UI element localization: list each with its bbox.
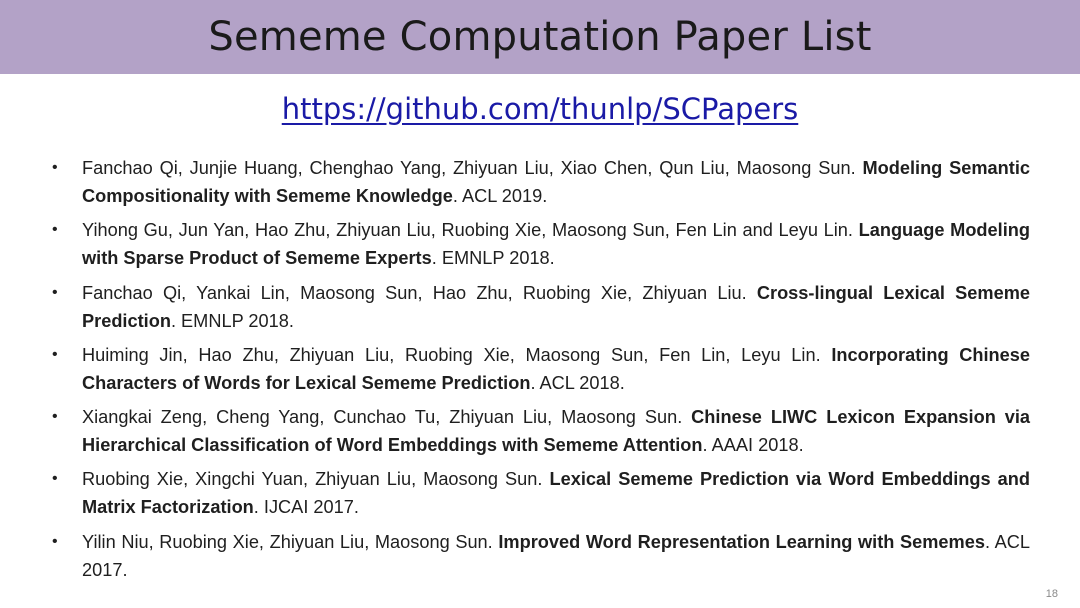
- paper-authors: Fanchao Qi, Junjie Huang, Chenghao Yang, Zhiyuan Liu, Xiao Chen, Qun Liu, Maosong Sun.: [82, 158, 863, 178]
- title-bar: [0, 0, 1080, 74]
- paper-item: [48, 465, 1030, 521]
- paper-item: [48, 403, 1030, 459]
- paper-title: Language Modeling with Sparse Product of Sememe Experts: [82, 220, 1030, 269]
- bullet-icon: •: [52, 283, 58, 301]
- paper-venue: . ACL 2018.: [530, 372, 625, 393]
- paper-authors: Ruobing Xie, Xingchi Yuan, Zhiyuan Liu, Maosong Sun.: [82, 469, 550, 490]
- paper-venue: . ACL 2017.: [82, 531, 1031, 580]
- paper-authors: Xiangkai Zeng, Cheng Yang, Cunchao Tu, Zhiyuan Liu, Maosong Sun.: [82, 407, 692, 428]
- paper-authors: Yihong Gu, Jun Yan, Hao Zhu, Zhiyuan Liu, Ruobing Xie, Maosong Sun, Fen Lin and Leyu Lin.: [82, 220, 859, 241]
- paper-authors: Fanchao Qi, Yankai Lin, Maosong Sun, Hao Zhu, Ruobing Xie, Zhiyuan Liu.: [82, 282, 757, 303]
- bullet-icon: •: [52, 345, 58, 363]
- page-number: 18: [1045, 588, 1058, 600]
- paper-item: [48, 279, 1030, 335]
- paper-item: [48, 341, 1030, 397]
- paper-list: [48, 154, 1030, 590]
- paper-title: Modeling Semantic Compositionality with Sememe Knowledge: [82, 158, 1030, 206]
- paper-venue: . ACL 2019.: [452, 186, 548, 206]
- paper-item: [48, 154, 1030, 210]
- paper-title: Chinese LIWC Lexicon Expansion via Hierarchical Classification of Word Embeddings with Sememe Attention: [82, 407, 1031, 456]
- paper-authors: Huiming Jin, Hao Zhu, Zhiyuan Liu, Ruobing Xie, Maosong Sun, Fen Lin, Leyu Lin.: [82, 344, 832, 365]
- paper-title: Lexical Sememe Prediction via Word Embeddings and Matrix Factorization: [82, 469, 1031, 518]
- paper-authors: Yilin Niu, Ruobing Xie, Zhiyuan Liu, Maosong Sun.: [82, 531, 499, 552]
- bullet-icon: •: [52, 159, 58, 176]
- paper-venue: . AAAI 2018.: [702, 435, 804, 456]
- paper-item: [48, 528, 1030, 584]
- slide-title: Sememe Computation Paper List: [208, 14, 872, 60]
- bullet-icon: •: [52, 532, 58, 550]
- bullet-icon: •: [52, 408, 58, 426]
- bullet-icon: •: [52, 470, 58, 488]
- github-link[interactable]: https://github.com/thunlp/SCPapers: [281, 92, 799, 126]
- paper-venue: . EMNLP 2018.: [170, 310, 294, 331]
- bullet-icon: •: [52, 221, 58, 239]
- paper-title: Incorporating Chinese Characters of Words for Lexical Sememe Prediction: [82, 344, 1031, 393]
- paper-venue: . EMNLP 2018.: [431, 248, 555, 269]
- paper-title: Improved Word Representation Learning with Sememes: [498, 531, 985, 552]
- paper-item: [48, 216, 1030, 272]
- link-row: [0, 92, 1080, 126]
- paper-title: Cross-lingual Lexical Sememe Prediction: [82, 282, 1030, 331]
- paper-venue: . IJCAI 2017.: [253, 497, 359, 518]
